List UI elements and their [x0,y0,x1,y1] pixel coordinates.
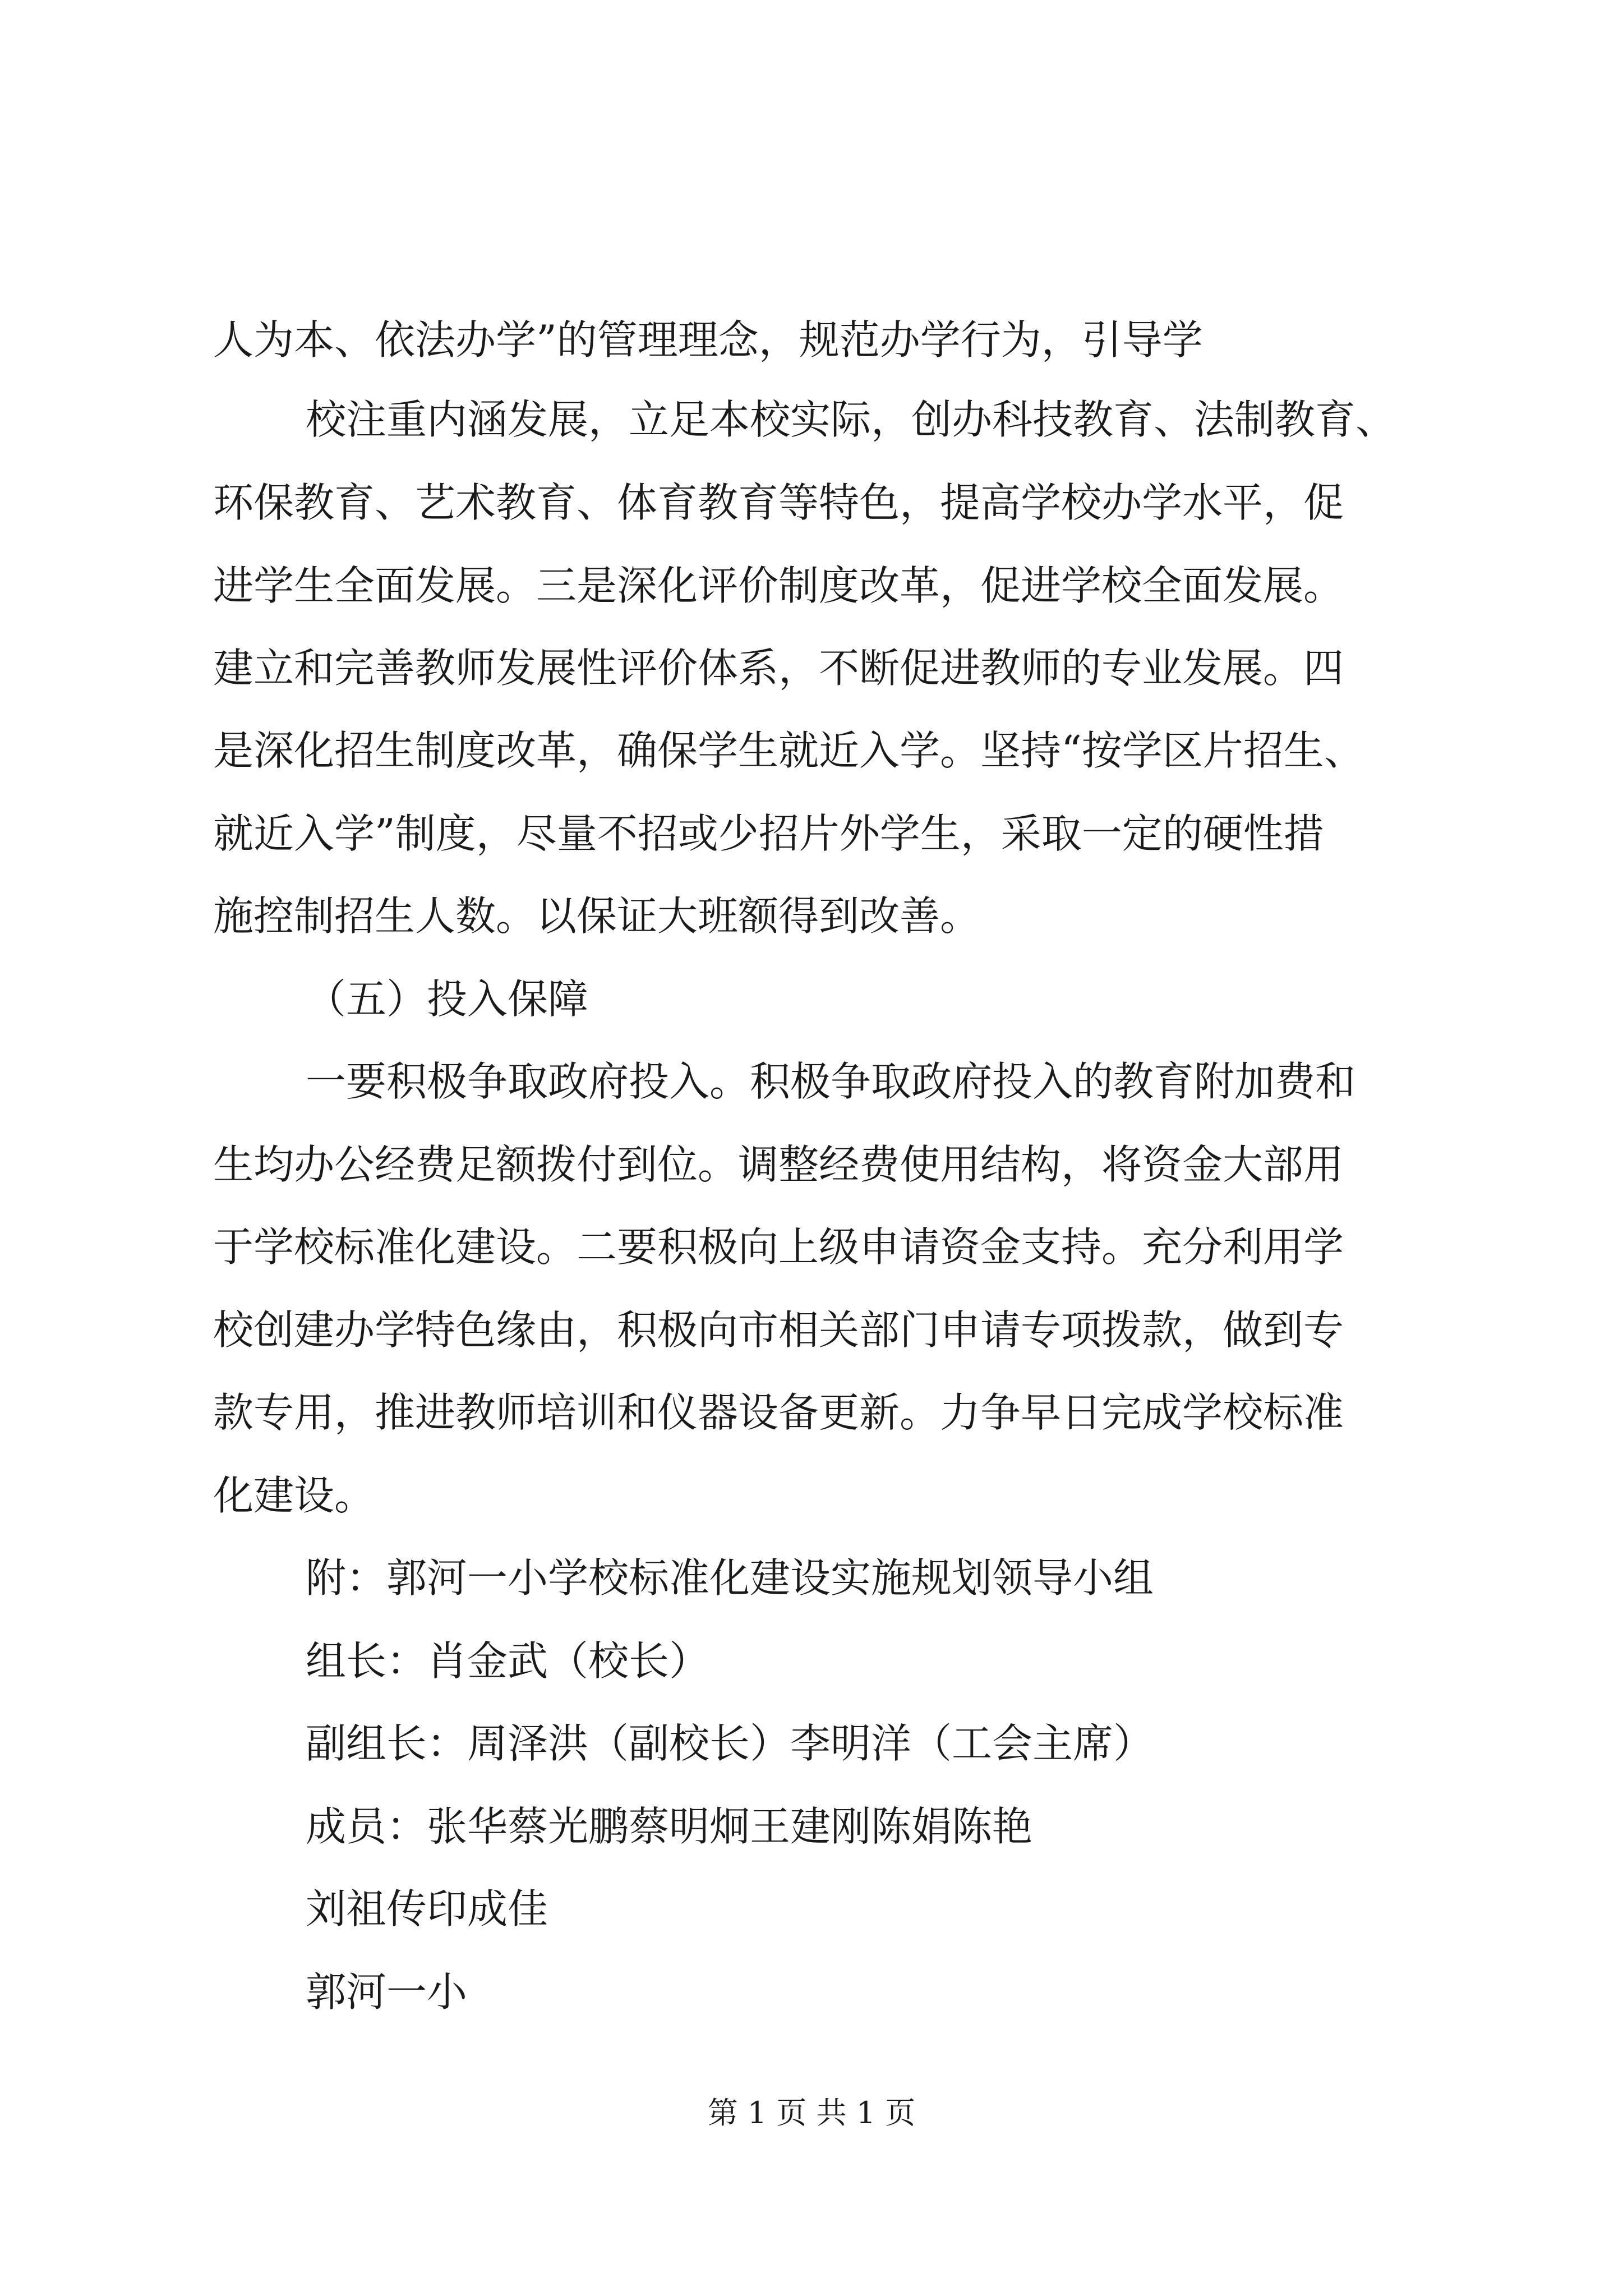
text-line-11: 生均办公经费足额拨付到位。调整经费使用结构，将资金大部用 [213,1141,1344,1188]
team-leader: 组长：肖金武（校长） [306,1637,710,1685]
text-line-3: 环保教育、艺术教育、体育教育等特色，提高学校办学水平，促 [213,479,1344,526]
school-signature: 郭河一小 [306,1968,468,2016]
text-line-6: 是深化招生制度改革，确保学生就近入学。坚持“按学区片招生、 [213,727,1364,774]
text-line-7: 就近入学”制度，尽量不招或少招片外学生，采取一定的硬性措 [213,810,1324,857]
text-line-14: 款专用，推进教师培训和仪器设备更新。力争早日完成学校标准 [213,1389,1344,1436]
team-members: 成员：张华蔡光鹏蔡明炯王建刚陈娟陈艳 [306,1803,1033,1850]
text-line-1: 人为本、依法办学”的管理理念，规范办学行为，引导学 [213,316,1203,364]
text-line-15: 化建设。 [213,1472,375,1519]
text-line-4: 进学生全面发展。三是深化评价制度改革，促进学校全面发展。 [213,562,1344,609]
text-line-8: 施控制招生人数。以保证大班额得到改善。 [213,892,981,940]
text-line-2: 校注重内涵发展，立足本校实际，创办科技教育、法制教育、 [306,396,1396,443]
page-number-footer: 第 1 页 共 1 页 [707,2095,916,2131]
team-members-cont: 刘祖传印成佳 [306,1885,548,1932]
text-line-10: 一要积极争取政府投入。积极争取政府投入的教育附加费和 [306,1058,1356,1105]
appendix-title: 附：郭河一小学校标准化建设实施规划领导小组 [306,1554,1154,1602]
text-line-5: 建立和完善教师发展性评价体系，不断促进教师的专业发展。四 [213,645,1344,692]
team-deputy: 副组长：周泽洪（副校长）李明洋（工会主席） [306,1720,1154,1767]
section-heading: （五）投入保障 [306,976,589,1023]
text-line-12: 于学校标准化建设。二要积极向上级申请资金支持。充分利用学 [213,1223,1344,1271]
text-line-13: 校创建办学特色缘由，积极向市相关部门申请专项拨款，做到专 [213,1306,1344,1354]
